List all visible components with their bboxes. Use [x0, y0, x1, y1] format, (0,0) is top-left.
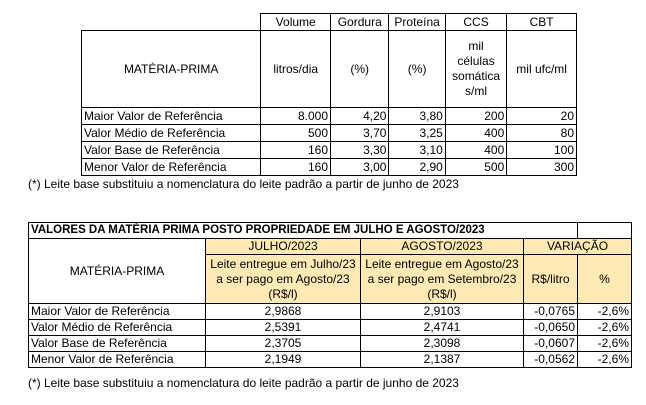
subheader-var-rs: R$/litro — [524, 255, 578, 304]
cell: 160 — [261, 142, 331, 159]
header-julho: JULHO/2023 — [206, 239, 361, 255]
cell: 3,70 — [331, 125, 389, 142]
cell: 100 — [507, 142, 577, 159]
table-row — [29, 352, 632, 368]
table-row — [82, 159, 577, 176]
table2-title: VALORES DA MATÉRIA PRIMA POSTO PROPRIEDADE EM JULHO E AGOSTO/2023 — [29, 223, 578, 239]
table1-unit: litros/dia — [261, 31, 331, 108]
cell: -0,0765 — [524, 304, 578, 320]
monthly-values-table — [28, 222, 632, 368]
cell: 3,30 — [331, 142, 389, 159]
table-row — [29, 304, 632, 320]
cell: 2,1387 — [361, 352, 524, 368]
table1-col-header: CBT — [507, 14, 577, 31]
row-label: Maior Valor de Referência — [29, 304, 206, 320]
table-row — [82, 125, 577, 142]
cell: 4,20 — [331, 108, 389, 125]
table-row — [82, 108, 577, 125]
cell: 2,9868 — [206, 304, 361, 320]
subheader-julho: Leite entregue em Julho/23 a ser pago em Agosto/23 (R$/l) — [206, 255, 361, 304]
table2-title-blank — [578, 223, 632, 239]
table1-row-header: MATÉRIA-PRIMA — [82, 31, 261, 108]
table-row — [29, 320, 632, 336]
cell: -2,6% — [578, 336, 632, 352]
cell: 3,00 — [331, 159, 389, 176]
table1-unit-ccs — [445, 31, 506, 108]
table1-corner — [82, 14, 261, 31]
table2-footnote: (*) Leite base substituiu a nomenclatura do leite padrão a partir de junho de 2023 — [28, 376, 459, 390]
cell: 2,4741 — [361, 320, 524, 336]
table-row — [29, 336, 632, 352]
cell: 400 — [445, 142, 506, 159]
row-label: Menor Valor de Referência — [29, 352, 206, 368]
cell: 160 — [261, 159, 331, 176]
cell: -0,0607 — [524, 336, 578, 352]
cell: 20 — [507, 108, 577, 125]
table1-col-header: Proteína — [389, 14, 445, 31]
cell: -2,6% — [578, 352, 632, 368]
row-label: Valor Base de Referência — [29, 336, 206, 352]
cell: 2,3705 — [206, 336, 361, 352]
table2-row-header: MATÉRIA-PRIMA — [29, 239, 206, 304]
table1-footnote: (*) Leite base substituiu a nomenclatura do leite padrão a partir de junho de 2023 — [28, 177, 459, 191]
cell: 400 — [445, 125, 506, 142]
cell: 500 — [261, 125, 331, 142]
cell: -2,6% — [578, 320, 632, 336]
row-label: Valor Médio de Referência — [82, 125, 261, 142]
cell: 3,80 — [389, 108, 445, 125]
subheader-agosto: Leite entregue em Agosto/23 a ser pago em Setembro/23 (R$/l) — [361, 255, 524, 304]
cell: 2,9103 — [361, 304, 524, 320]
cell: 8.000 — [261, 108, 331, 125]
ccs-unit-line: somática — [452, 69, 501, 83]
header-variacao: VARIAÇÃO — [524, 239, 632, 255]
cell: -0,0650 — [524, 320, 578, 336]
table1-col-header: CCS — [445, 14, 506, 31]
ccs-unit-line: mil — [468, 39, 484, 53]
row-label: Valor Médio de Referência — [29, 320, 206, 336]
ccs-unit-line: s/ml — [465, 84, 488, 98]
table1-unit: (%) — [389, 31, 445, 108]
subheader-var-pct: % — [578, 255, 632, 304]
reference-values-table — [81, 13, 577, 176]
cell: 2,1949 — [206, 352, 361, 368]
cell: 200 — [445, 108, 506, 125]
header-agosto: AGOSTO/2023 — [361, 239, 524, 255]
row-label: Maior Valor de Referência — [82, 108, 261, 125]
ccs-unit-line: células — [457, 54, 495, 68]
cell: 3,25 — [389, 125, 445, 142]
table1-unit: mil ufc/ml — [507, 31, 577, 108]
cell: 2,5391 — [206, 320, 361, 336]
cell: 80 — [507, 125, 577, 142]
row-label: Menor Valor de Referência — [82, 159, 261, 176]
table1-col-header: Gordura — [331, 14, 389, 31]
table1-col-header: Volume — [261, 14, 331, 31]
cell: 3,10 — [389, 142, 445, 159]
table-row — [82, 142, 577, 159]
cell: 300 — [507, 159, 577, 176]
table1-unit: (%) — [331, 31, 389, 108]
row-label: Valor Base de Referência — [82, 142, 261, 159]
cell: 2,90 — [389, 159, 445, 176]
cell: 500 — [445, 159, 506, 176]
cell: -2,6% — [578, 304, 632, 320]
cell: -0,0562 — [524, 352, 578, 368]
cell: 2,3098 — [361, 336, 524, 352]
